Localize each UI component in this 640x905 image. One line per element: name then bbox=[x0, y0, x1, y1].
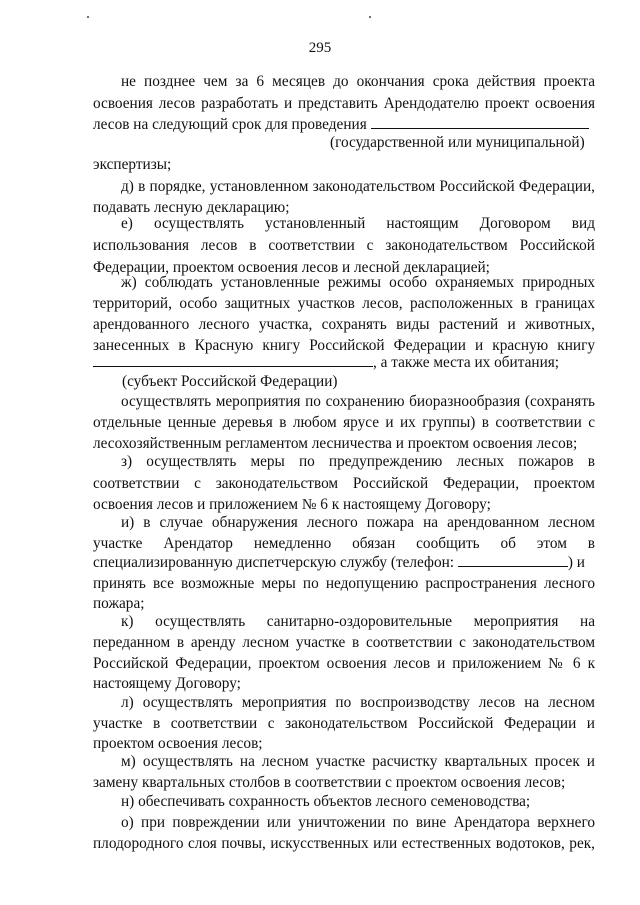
text-line: м) осуществлять на лесном участке расчистку квартальных просек и bbox=[121, 753, 595, 770]
blank-field bbox=[371, 115, 589, 129]
scan-speck bbox=[369, 16, 371, 18]
blank-field bbox=[458, 553, 568, 567]
text-line: Федерации, проектом освоения лесов и лесной декларацией; bbox=[93, 259, 490, 276]
text-line: занесенных в Красную книгу Российской Федерации и красную книгу bbox=[93, 337, 595, 354]
text-line: экспертизы; bbox=[93, 156, 172, 173]
text-line: Российской Федерации, проектом освоения лесов и приложением № 6 к bbox=[93, 655, 595, 672]
text-line: , а также места их обитания; bbox=[93, 353, 595, 372]
text-line: плодородного слоя почвы, искусственных или естественных водотоков, рек, bbox=[93, 835, 595, 852]
text-line: участке в соответствии с законодательством Российской Федерации и bbox=[93, 715, 595, 732]
text-line: е) осуществлять установленный настоящим Договором вид bbox=[121, 215, 595, 232]
text-line: переданном в аренду лесном участке в соответствии с законодательством bbox=[93, 634, 595, 651]
text-line: проектом освоения лесов; bbox=[93, 735, 263, 752]
text-line: з) осуществлять меры по предупреждению лесных пожаров в bbox=[121, 453, 595, 470]
page-number: 295 bbox=[308, 40, 332, 56]
text-line: д) в порядке, установленном законодательством Российской Федерации, bbox=[121, 178, 595, 195]
field-caption: (субъект Российской Федерации) bbox=[122, 373, 338, 390]
text-line: территорий, особо защитных участков лесов, расположенных в границах bbox=[93, 295, 595, 312]
text-line: осуществлять мероприятия по сохранению биоразнообразия (сохранять bbox=[121, 393, 595, 410]
text-line: использования лесов в соответствии с законодательством Российской bbox=[93, 237, 595, 254]
text-line: специализированную диспетчерскую службу (телефон: ) и bbox=[93, 554, 585, 571]
text-line: освоения лесов разработать и представить Арендодателю проект освоения bbox=[93, 95, 595, 112]
text-line: л) осуществлять мероприятия по воспроизводству лесов на лесном bbox=[121, 694, 595, 711]
text-line: пожара; bbox=[93, 595, 145, 612]
field-caption: (государственной или муниципальной) bbox=[330, 134, 585, 151]
text-line: ж) соблюдать установленные режимы особо охраняемых природных bbox=[121, 274, 595, 291]
blank-field bbox=[93, 353, 373, 367]
text-line: настоящему Договору; bbox=[93, 675, 241, 692]
text-line: принять все возможные меры по недопущению распространения лесного bbox=[93, 575, 595, 592]
scan-speck bbox=[87, 16, 89, 18]
text-line: не позднее чем за 6 месяцев до окончания срока действия проекта bbox=[121, 73, 595, 90]
text-line: отдельные ценные деревья в любом ярусе и их группы) в соответствии с bbox=[93, 414, 595, 431]
text-line: подавать лесную декларацию; bbox=[93, 199, 290, 216]
text-line: о) при повреждении или уничтожении по вине Арендатора верхнего bbox=[121, 814, 595, 831]
text-line: соответствии с законодательством Российской Федерации, проектом bbox=[93, 475, 595, 492]
text-line: арендованного лесного участка, сохранять виды растений и животных, bbox=[93, 316, 595, 333]
text-line: и) в случае обнаружения лесного пожара на арендованном лесном bbox=[121, 514, 595, 531]
text-line: освоения лесов и приложением № 6 к настоящему Договору; bbox=[93, 496, 491, 513]
text-line: замену квартальных столбов в соответствии с проектом освоения лесов; bbox=[93, 774, 566, 791]
text-line: н) обеспечивать сохранность объектов лесного семеноводства; bbox=[121, 793, 531, 810]
text-line: лесохозяйственным регламентом лесничества и проектом освоения лесов; bbox=[93, 435, 578, 452]
text-line: лесов на следующий срок для проведения bbox=[93, 115, 595, 134]
text-line: к) осуществлять санитарно-оздоровительные мероприятия на bbox=[121, 613, 595, 630]
text-line: участке Арендатор немедленно обязан сообщить об этом в bbox=[93, 535, 595, 552]
